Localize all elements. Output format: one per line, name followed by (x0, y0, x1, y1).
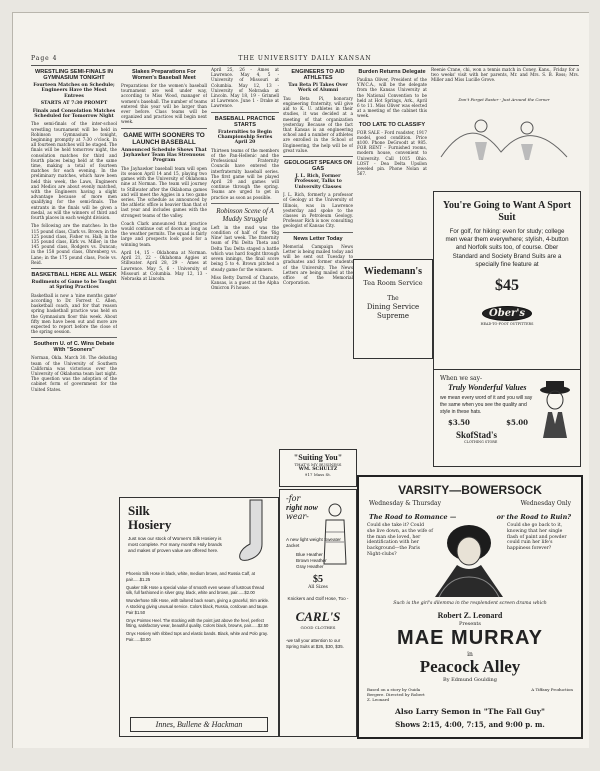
headline-debate: Southern U. of C. Wins Debate With "Sooners" (33, 341, 115, 354)
silk-item-wunderhose: Wunderhose Silk Hose, with tailored back seam, giving a graceful, trim ankle. A stocking giving unusual service. Colors black, Russia, cordovan and taupe. Pair $1.50 (126, 598, 270, 615)
carls-item-brown: Brown Heather (296, 558, 327, 563)
article-schedule-continued: April 25, 26 - Ames at Lawrence. May 4, 5 - University of Missouri at Columbia. May 12, 13 - University of Nebraska at Lincoln. May 18, 19 - Grinnell at Lawrence. June 1 - Drake at Lawrence. (211, 67, 279, 109)
carls-body: A new light weight Sweater Jacket (286, 537, 341, 548)
ad-wiedemanns (353, 259, 433, 359)
obers-tagline: HEAD-TO-FOOT OUTFITTERS (480, 322, 534, 327)
article-sooners-practice: Coach Clark announced that practice would continue out of doors as long as the weather permits. The squad is fairly large and prospects look good for a winning team. (121, 220, 207, 247)
article-engineers-body: Tau Beta Pi, honorary engineering fraternity, will give aid to K. U. athletes in their studies, it was decided at a meeting of that organization yesterday. Because of the fact that Kansas is an engineering school and a number of athletes are enrolled in the School of Engineering, the help will be of great value. (283, 95, 353, 153)
headline-sooners: GAME WITH SOONERS TO LAUNCH BASEBALL (123, 131, 205, 146)
ad-varsity-bowersock (357, 475, 583, 739)
ad-suiting-you (279, 449, 357, 487)
theater-title: VARSITY—BOWERSOCK (398, 483, 542, 497)
show-only: Wednesday Only (520, 500, 571, 507)
also-showing: Also Larry Semon in "The Fall Guy" (395, 707, 545, 716)
suiting-line3: 917 Mass St. (304, 472, 332, 477)
carls-logo: CARL'S (295, 609, 341, 624)
divider (283, 156, 353, 157)
ad-sport-suit (433, 191, 581, 389)
carls-extra: Knickers and Golf Hose, Too - (287, 596, 349, 601)
carls-line-2: right now (286, 503, 318, 512)
wiedemanns-subtitle: Tea Room Service (363, 279, 423, 287)
film-title: Peacock Alley (419, 657, 521, 676)
divider (211, 203, 279, 204)
subhead-baseball-practice: Fraternities to Begin Championship Series April 20 (217, 129, 273, 146)
headline-basketball: BASKETBALL HERE ALL WEEK (31, 271, 117, 278)
article-muddy-struggle-body: Left in the mud was the condition of half of the 'Big Nine' last week. The fraternity team of Phi Delta Theta and Delta Tau Delta staged a battle which was hard fought through seven innings, the final score being 5 to 4. Brown pitched a steady game for the winners. (211, 224, 279, 272)
divider (121, 128, 207, 129)
ad-silk-hosiery (119, 497, 279, 737)
obers-logo: Ober's (482, 306, 532, 321)
carls-item-gray: Gray Heather (296, 564, 324, 569)
silk-item-phoenix: Phoenix Silk Hose in black, white, medium brown, and Russia Calf, at pair......$1.25 (126, 571, 255, 582)
presents-label: Presents (458, 621, 482, 627)
article-wrestling-body: The semi-finals of the inter-school wrestling tournament will be held in Robinson Gymnasium tonight, beginning promptly at 7:30 o'clock. In all fourteen matches will be staged. The finals will be held tomorrow night, the consolation matches for third and fourth places being held at the same time, making a total of fourteen matches for each evening. In the preliminary matches, which have been held this week, the Laws, Engineers and Medics are about evenly matched, with the Engineers having a slight advantage because of more men qualifying for the semi-finals. The entrants in the finals will be given a medal, as will the winners of third and fourth places in each weight division. (31, 121, 117, 221)
silk-title-1: Silk (128, 503, 150, 518)
article-basketball-body: Basketball is now a 'nine months game' according to Dr. Forrest C. Allen, basketball coach, and for that reason spring basketball practice was held on the Gymnasium floor this week. About fifty men have been out and more are expected to report before the close of the spring session. (31, 292, 117, 335)
store-signature: Innes, Bullene & Hackman (130, 717, 268, 732)
wiedemanns-title: Wiedemann's (363, 266, 423, 277)
article-womens-baseball-body: Preparations for the women's baseball tournament are well under way, according to Miss Wood, manager of women's baseball. The number of teams entered this year will be larger than ever before. Class teams will be organized and practices will begin next week. (121, 83, 207, 125)
headline-delegate: Burden Returns Delegate (358, 69, 426, 75)
subhead-finals: Finals and Consolation Matches Scheduled for Tomorrow Night (32, 108, 116, 120)
credit-right: A Tiffany Production (531, 687, 573, 692)
road-to-ruin: or the Road to Ruin? (496, 513, 571, 521)
article-personal-note: Reenie Crane, chi, won a tennis match in Coney, Kans., Friday for a two weeks' visit with her parents, Mr. and Mrs. S. B. Ross; Mrs. Miller and Miss Lucille Grove. (431, 67, 579, 83)
suiting-line1: THAT'S MY BUSINESS (294, 462, 342, 467)
carls-line-3: wear- (286, 512, 309, 521)
headline-classified: TOO LATE TO CLASSIFY (358, 121, 426, 128)
values-price-2: $5.00 (506, 418, 528, 427)
article-wrestling-matches: The following are the matches: In the 115 pound class, Clark vs. Brown; in the 125 pound class, Fisher vs. Hall; in the 135 pound class, Kirk vs. Miller; in the 145 pound class, Rodgers vs. Duncan; in the 158 pound class, Ohrenberg vs. Lane; in the 175 pound class, Poole vs. Reid. (31, 223, 117, 265)
headline-muddy-struggle: Robinson Scene of A Muddy Struggle (216, 206, 274, 223)
headline-engineers: ENGINEERS TO AID ATHLETES (291, 69, 345, 81)
column-5 (357, 67, 427, 247)
sweater-man-illustration (318, 502, 352, 566)
ad-truly-wonderful-values (433, 369, 581, 467)
starts-note: STARTS AT 7:30 PROMPT (40, 101, 108, 107)
ad-carls-sweater (279, 489, 357, 737)
headline-womens-baseball: Slakes Preparations For Women's Baseball Meet (131, 69, 197, 81)
article-debate-body: Norman, Okla. March 30. The debating team of the University of Southern California was victorious over the University of Oklahoma team last night. The question was the adoption of the cabinet form of government for the United States. (31, 355, 117, 392)
silk-item-quaker: Quaker Silk Hose a special value of smooth even weave of lustrous thread silk, full fashioned in silver gray, black, white and brown, pair......$2.00 (126, 584, 265, 596)
page-number: Page 4 (31, 55, 58, 62)
headline-wrestling: WRESTLING SEMI-FINALS IN GYMNASIUM TONIGHT (35, 69, 113, 81)
article-news-letter-body: Memorial Campaign News Letter is being mailed today and will be sent out Tuesday to graduates and former students of the University. The News Letters are being mailed at the office of the Memorial Corporation. (283, 243, 353, 286)
masthead (31, 55, 579, 66)
article-guest-note: Miss Betty Darrell of Chanute, Kansas, is a guest at the Alpha Omicron Pi house. (211, 274, 279, 291)
subhead-basketball: Rudiments of Game to be Taught at Spring Practices (31, 279, 117, 291)
values-body: we mean every word of it and you will say the same when you see the quality and style in these hats. (440, 395, 533, 415)
carls-line-1: -for (286, 494, 301, 503)
headline-news-letter: News Letter Today (293, 235, 343, 242)
article-delegate-body: Paulina Oliver, President of the Y.W.C.A., will be the delegate from the Kansas University at the National Convention to be held at Hot Springs, Ark., April 6 to 11. Miss Oliver was elected at a meeting of the cabinet this week. (357, 77, 427, 119)
wiedemanns-line1: The (387, 295, 399, 302)
silk-title-2: Hosiery (128, 517, 172, 532)
values-headline: Truly Wonderful Values (448, 383, 527, 392)
wiedemanns-line3: Supreme (376, 312, 410, 320)
star-in: in (467, 651, 473, 658)
suiting-line2: WM. SCHULTZ (298, 467, 338, 472)
article-baseball-practice-body: Thirteen teams of the members of the Pan-Hellenic and the Professional Fraternity Councils have entered the interfraternity baseball series. The first game will be played April 20 and games will continue through the spring. Teams are urged to get in practice as soon as possible. (211, 147, 279, 200)
headline-geologist: GEOLOGIST SPEAKS ON GAS (284, 160, 352, 173)
silk-item-onyx-ribbed: Onyx Hosiery with ribbed tops and elastic bands. Black, white and Polo gray. Pair......$3.00 (126, 631, 268, 642)
wiedemanns-line2: Dining Service (366, 303, 420, 311)
teaser-text: Such is the girl's dilemma in the resplendent screen drama which (393, 601, 547, 606)
carls-item-blue: Blue Heather (296, 552, 323, 557)
subhead-sooners: Announced Schedule Shows That Jayhawker Team Has Strenuous Program (121, 147, 207, 164)
cartoon-illustration (431, 102, 577, 162)
question-right: Could she go back to it, knowing that her single flash of paint and powder could ruin her life's happiness forever? (507, 523, 567, 552)
column-3 (211, 67, 279, 507)
suiting-title: "Suiting You" (293, 453, 343, 462)
divider (31, 337, 117, 338)
article-sooners-schedule: April 14, 15 - Oklahoma at Norman. April 21, 22 - Oklahoma Aggies at Stillwater. April 28, 29 - Ames at Lawrence. May 5, 6 - University of Missouri at Columbia. May 12, 13 - Nebraska at Lincoln. (121, 249, 207, 281)
article-sooners-body: The Jayhawker baseball team will open its season April 14 and 15, playing two games with the University of Oklahoma nine at Norman. The team will journey to Stillwater after the Oklahoma games and will meet the Aggies in a two game series. The schedule as announced by the athletic office is heavier than that of last year and includes games with the strongest teams of the valley. (121, 165, 207, 218)
subhead-engineers: Tau Beta Pi Takes Over Work of Alumni (288, 83, 348, 94)
carls-logo-tagline: GOOD CLOTHES (300, 625, 336, 630)
divider (283, 232, 353, 233)
column-1 (31, 67, 117, 737)
sport-suit-price: $45 (495, 277, 519, 295)
show-days: Wednesday & Thursday (369, 500, 442, 507)
article-geologist-body: J. L. Rich, formerly a professor of Geology at the University of Illinois, was in Lawrence yesterday and spoke to the classes in Petroleum Geology. Professor Rich is now consulting geologist of Kansas City. (283, 192, 353, 229)
star-name: MAE MURRAY (397, 627, 543, 649)
newspaper-page (12, 12, 589, 748)
road-to-romance: The Road to Romance — (369, 513, 457, 521)
skofstads-logo: SkofStad's (456, 430, 498, 440)
carls-footer: -we tall your attention to our Spring Suits at $26, $30, $35. (286, 638, 344, 649)
column-4 (283, 67, 353, 447)
values-intro: When we say- (440, 375, 483, 382)
cartoon-caption: Don't Forget Easter - Just Around the Corner (458, 97, 550, 102)
subhead-geologist: J. L. Rich, Former Professor, Talks to University Classes (294, 174, 342, 190)
headline-baseball-practice: BASEBALL PRACTICE STARTS (214, 115, 276, 128)
masthead-title: THE UNIVERSITY DAILY KANSAN (238, 55, 372, 62)
stocking-illustration (234, 498, 278, 568)
showtimes: Shows 2:15, 4:00, 7:15, and 9:00 p. m. (395, 720, 545, 729)
divider (211, 112, 279, 113)
film-author: By Edmund Goulding (443, 677, 497, 683)
question-left: Could she take it? Could she live down, as the wife of the man she loved, her identification with her background—the Paris Night-clubs? (367, 523, 434, 557)
mae-murray-portrait (419, 521, 519, 599)
carls-sizes: All Sizes (308, 585, 328, 590)
divider (31, 268, 117, 269)
classified-ads: FOR SALE - Ford roadster, 1917 model, good condition. Price $100. Phone DeGroodt at 985. FOR RENT - Furnished rooms, modern house, convenient to University. Call 1015 Ohio. LOST - Dea Delta Upsilon jeweled pin. Phone Nolan at 567. (357, 129, 427, 177)
credit-left: Based on a story by Ouida Bergere. Directed by Robert Z. Leonard (367, 687, 425, 702)
skofstads-tagline: CLOTHING STORE (464, 440, 498, 444)
sport-suit-body: For golf, for hiking: even for study; college men wear them everywhere; stylish, 4-button and Norfolk suits too, of course. Ober Standard and Society Brand Suits are a specially fine feature at (445, 228, 569, 268)
silk-intro: Just now our stock of Women's Silk Hosiery is most complete. For many months Holy brands and makes of proven value are offered here. (128, 536, 222, 553)
man-in-hat-illustration (538, 380, 572, 440)
silk-item-onyx-pointex: Onyx Pointex Heel. The stocking with the point just above the heel, perfect fitting, satisfactory wear, beautiful quality. Colors black, browns, pair......$2.50 (126, 617, 269, 629)
sport-suit-title: You're Going to Want A Sport Suit (442, 200, 572, 223)
presenter-name: Robert Z. Leonard (437, 611, 503, 620)
column-2 (121, 67, 207, 507)
subhead-wrestling: Fourteen Matches on Schedule; Engineers Have the Most Entrees (33, 83, 115, 99)
carls-price: $5 (313, 574, 323, 585)
values-price-1: $3.50 (448, 418, 470, 427)
column-6-top (431, 67, 579, 97)
